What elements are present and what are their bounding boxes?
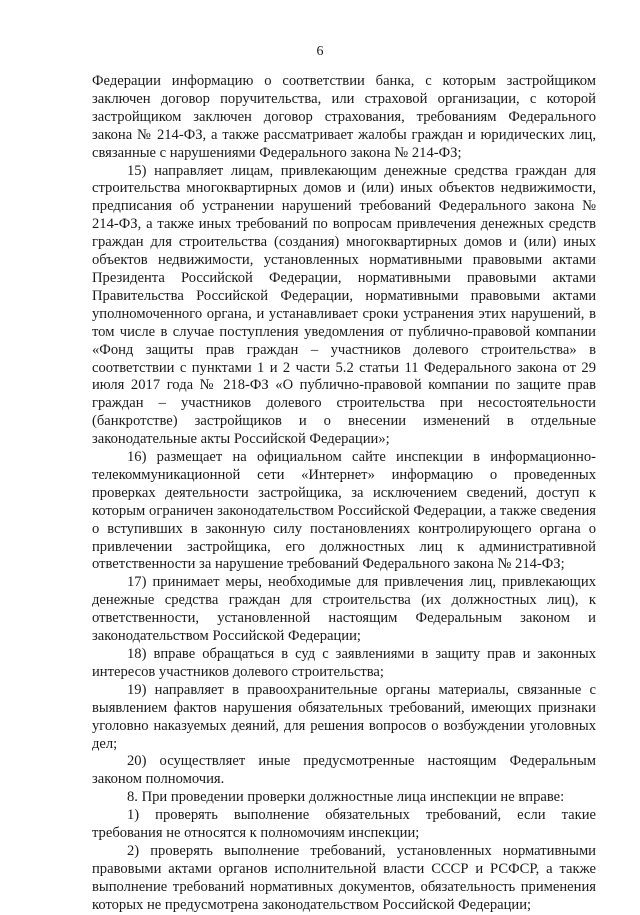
page-number: 6 <box>316 44 324 59</box>
paragraph-item-17: 17) принимает меры, необходимые для привлечения лиц, привлекающих денежные средства граждан для строительства (их должностных лиц), к ответственности, установленной настоящим Федеральным законом и законодательством Российской Федерации; <box>92 574 596 645</box>
paragraph-item-20: 20) осуществляет иные предусмотренные настоящим Федеральным законом полномочия. <box>92 753 596 788</box>
paragraph-item-15: 15) направляет лицам, привлекающим денежные средства граждан для строительства многоквартирных домов и (или) иных объектов недвижимости, предписания об устранении нарушений требований Федерального закона № 214-ФЗ, а также иных требований по вопросам привлечения денежных средств граждан для строительства (создания) многоквартирных домов и (или) иных объектов недвижимости, установленных нормативными правовыми актами Президента Российской Федерации, нормативными правовыми актами Правительства Российской Федерации, нормативными правовыми актами уполномоченного органа, и устанавливает сроки устранения этих нарушений, в том числе в случае поступления уведомления от публично-правовой компании «Фонд защиты прав граждан – участников долевого строительства» в соответствии с пунктами 1 и 2 части 5.2 статьи 11 Федерального закона от 29 июля 2017 года № 218-ФЗ «О публично-правовой компании по защите прав граждан – участников долевого строительства при несостоятельности (банкротстве) застройщиков и о внесении изменений в отдельные законодательные акты Российской Федерации»; <box>92 162 596 448</box>
paragraph-item-19: 19) направляет в правоохранительные органы материалы, связанные с выявлением фактов нарушения обязательных требований, имеющих признаки уголовно наказуемых деяний, для решения вопросов о возбуждении уголовных дел; <box>92 681 596 752</box>
paragraph-prohibition-2: 2) проверять выполнение требований, установленных нормативными правовыми актами органов исполнительной власти СССР и РСФСР, а также выполнение требований нормативных документов, обязательность применения которых не предусмотрена законодательством Российской Федерации; <box>92 842 596 913</box>
paragraph-prohibition-1: 1) проверять выполнение обязательных требований, если такие требования не относятся к полномочиям инспекции; <box>92 807 596 842</box>
paragraph-item-18: 18) вправе обращаться в суд с заявлениями в защиту прав и законных интересов участников долевого строительства; <box>92 646 596 680</box>
paragraph-continuation: Федерации информацию о соответствии банка, с которым застройщиком заключен договор поручительства, или страховой организации, с которой застройщиком заключен договор страхования, требованиям Федерального закона № 214-ФЗ, а также рассматривает жалобы граждан и юридических лиц, связанные с нарушениями Федерального закона № 214-ФЗ; <box>92 73 596 161</box>
document-body <box>92 73 596 915</box>
section-8-heading: 8. При проведении проверки должностные лица инспекции не вправе: <box>127 789 565 806</box>
paragraph-item-16: 16) размещает на официальном сайте инспекции в информационно-телекоммуникационной сети «Интернет» информацию о проведенных проверках деятельности застройщика, за исключением сведений, доступ к которым ограничен законодательством Российской Федерации, а также сведения о вступивших в законную силу постановлениях контролирующего органа о привлечении застройщика, его должностных лиц к административной ответственности за нарушение требований Федерального закона № 214-ФЗ; <box>92 449 596 573</box>
